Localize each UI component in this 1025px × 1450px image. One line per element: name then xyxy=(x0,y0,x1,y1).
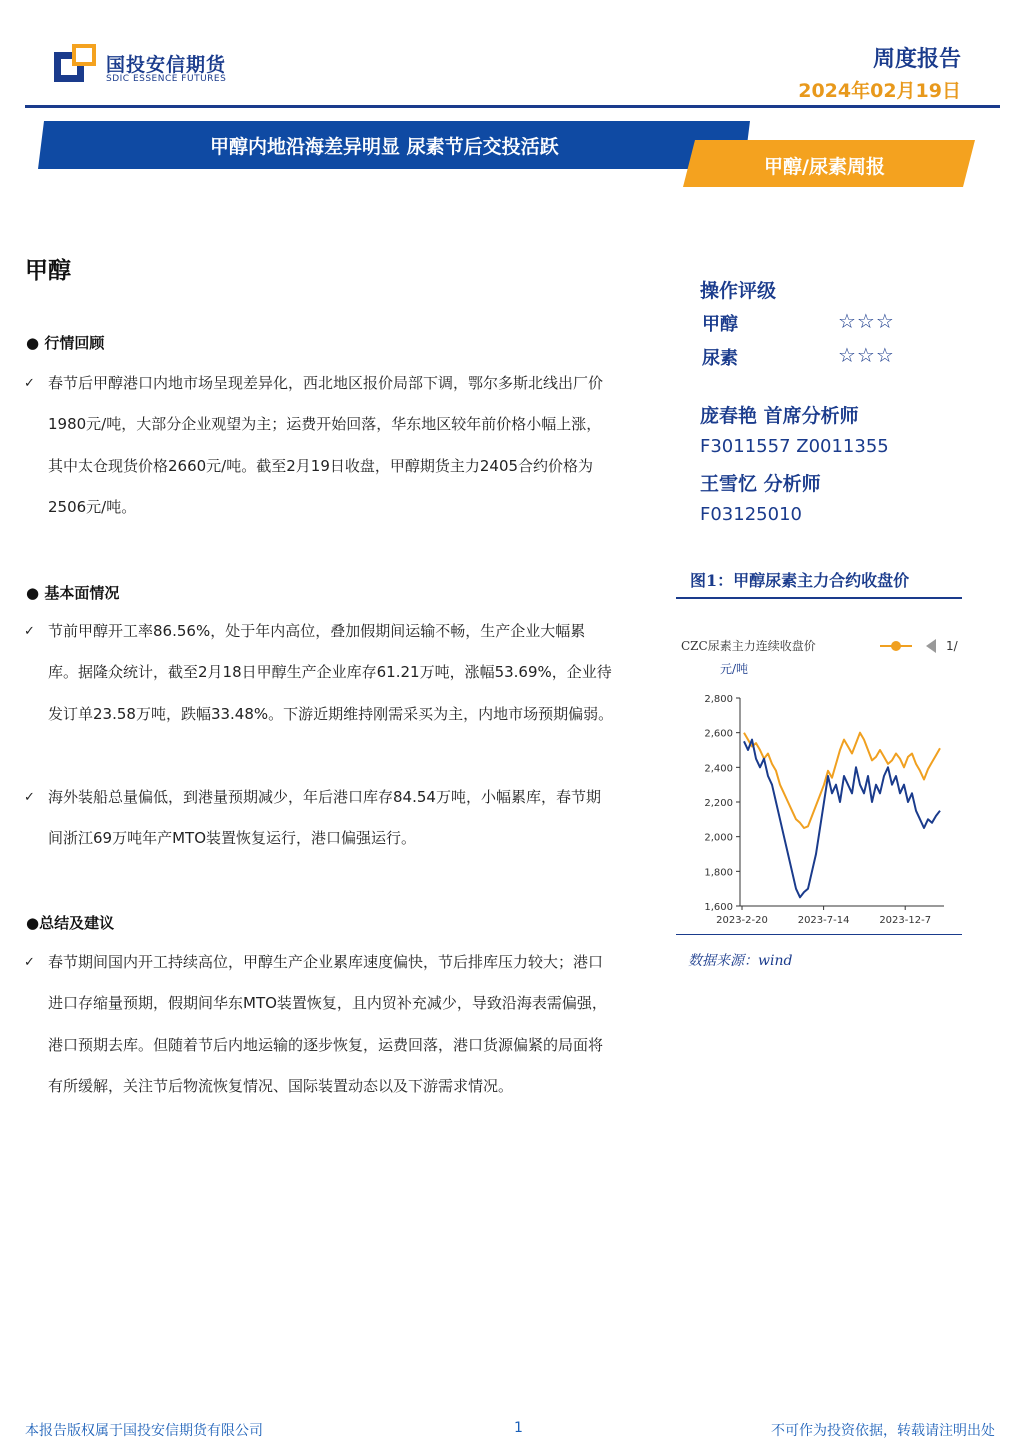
report-tag: 甲醇/尿素周报 xyxy=(764,156,885,178)
page-number: 1 xyxy=(514,1420,523,1436)
legend-page: 1/ xyxy=(946,639,958,653)
y-tick-label: 2,800 xyxy=(704,694,733,705)
legend-marker xyxy=(891,641,901,651)
price-chart xyxy=(676,628,966,933)
y-tick-label: 2,600 xyxy=(704,728,733,740)
check-icon: ✓ xyxy=(24,376,35,391)
y-tick-label: 1,600 xyxy=(704,902,733,913)
x-tick-label: 2023-12-7 xyxy=(879,915,932,926)
company-logo xyxy=(54,44,234,88)
logo-mark-icon xyxy=(54,44,96,86)
report-type: 周度报告 xyxy=(872,47,961,72)
check-icon: ✓ xyxy=(24,624,35,639)
paragraph: ✓ 春节期间国内开工持续高位，甲醇生产企业累库速度偏快，节后排库压力较大；港口进口存缩量预期，假期间华东MTO装置恢复，且内贸补充减少，导致沿海表需偏强，港口预期去库。但随着节后内地运输的逐步恢复，运费回落，港口货源偏紧的局面将有所缓解，关注节后物流恢复情况、国际装置动态以及下游需求情况。 xyxy=(24,942,614,1107)
x-tick-label: 2023-7-14 xyxy=(797,915,850,926)
figure-bottom-divider xyxy=(676,934,962,935)
check-icon: ✓ xyxy=(24,790,35,805)
section-title: ● 基本面情况 xyxy=(26,584,120,602)
footer-disclaimer: 不可作为投资依据，转载请注明出处 xyxy=(771,1423,995,1439)
section-title: ●总结及建议 xyxy=(26,914,115,932)
logo-text-en: SDIC ESSENCE FUTURES xyxy=(106,74,227,84)
rating-stars: ☆☆☆ xyxy=(838,309,895,333)
banner-title: 甲醇内地沿海差异明显 尿素节后交投活跃 xyxy=(210,136,559,158)
check-icon: ✓ xyxy=(24,955,35,970)
paragraph: ✓ 春节后甲醇港口内地市场呈现差异化，西北地区报价局部下调，鄂尔多斯北线出厂价1980元/吨，大部分企业观望为主；运费开始回落，华东地区较年前价格小幅上涨，其中太仓现货价格2660元/吨。截至2月19日收盘，甲醇期货主力2405合约价格为2506元/吨。 xyxy=(24,363,614,528)
rating-stars: ☆☆☆ xyxy=(838,343,895,367)
paragraph: ✓ 节前甲醇开工率86.56%，处于年内高位，叠加假期间运输不畅，生产企业大幅累库。据隆众统计，截至2月18日甲醇生产企业库存61.21万吨，涨幅53.69%，企业待发订单23.58万吨，跌幅33.48%。下游近期维持刚需采买为主，内地市场预期偏弱。 xyxy=(24,611,614,735)
report-date: 2024年02月19日 xyxy=(798,80,961,102)
figure-title: 图1：甲醇尿素主力合约收盘价 xyxy=(690,571,910,590)
analyst-name: 庞春艳 首席分析师 xyxy=(700,405,859,427)
series-line-0 xyxy=(744,733,940,828)
rating-title: 操作评级 xyxy=(700,280,777,302)
y-tick-label: 2,200 xyxy=(704,798,733,809)
y-tick-label: 2,400 xyxy=(704,763,733,775)
footer-copyright: 本报告版权属于国投安信期货有限公司 xyxy=(25,1423,263,1439)
data-source: 数据来源：wind xyxy=(688,953,793,969)
y-tick-label: 2,000 xyxy=(704,832,733,844)
series-line-1 xyxy=(744,740,940,898)
analyst-license: F3011557 Z0011355 xyxy=(700,436,889,457)
legend-prev-arrow-icon[interactable] xyxy=(926,639,936,653)
rating-name: 尿素 xyxy=(702,348,738,369)
x-tick-label: 2023-2-20 xyxy=(716,915,768,926)
legend-label: CZC尿素主力连续收盘价 xyxy=(681,639,816,653)
paragraph: ✓ 海外装船总量偏低，到港量预期减少，年后港口库存84.54万吨，小幅累库，春节期间浙江69万吨年产MTO装置恢复运行，港口偏强运行。 xyxy=(24,777,614,860)
y-tick-label: 1,800 xyxy=(704,867,733,879)
rating-name: 甲醇 xyxy=(702,314,738,335)
logo-text-cn: 国投安信期货 xyxy=(106,54,227,76)
analyst-license: F03125010 xyxy=(700,504,802,525)
figure-divider xyxy=(676,597,962,599)
section-title: ● 行情回顾 xyxy=(26,334,105,352)
y-axis-label: 元/吨 xyxy=(720,662,749,676)
header-divider xyxy=(25,105,1000,108)
analyst-name: 王雪忆 分析师 xyxy=(700,473,821,495)
main-heading: 甲醇 xyxy=(25,258,71,284)
